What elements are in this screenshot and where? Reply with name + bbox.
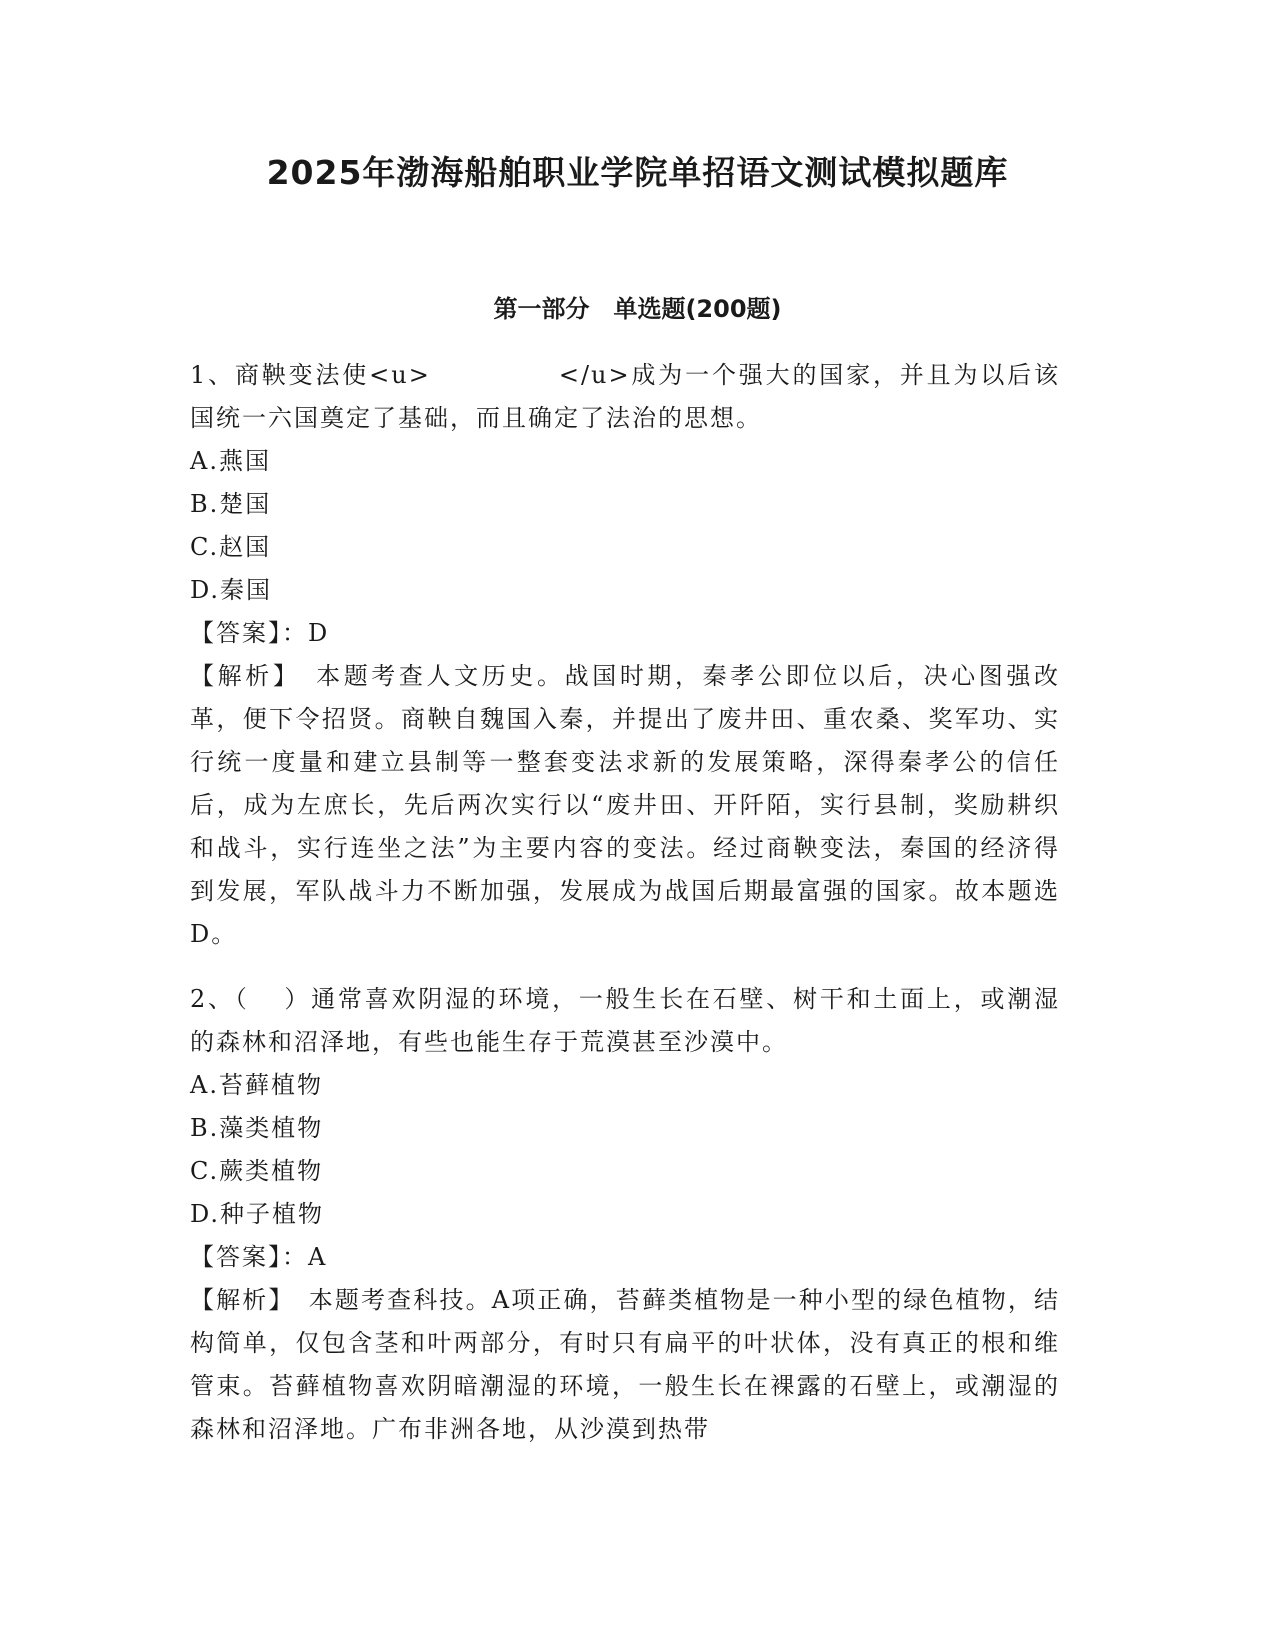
answer-label: 【答案】： (190, 1243, 308, 1271)
answer-value: D (308, 619, 330, 647)
answer-line (190, 612, 1060, 655)
question-number: 2、 (190, 985, 235, 1013)
question-number: 1、 (190, 361, 235, 389)
option-b: B.藻类植物 (190, 1114, 324, 1142)
question-stem (190, 978, 1060, 1064)
analysis-text: 本题考查人文历史。战国时期，秦孝公即位以后，决心图强改革，便下令招贤。商鞅自魏国入秦，并提出了废井田、重农桑、奖军功、实行统一度量和建立县制等一整套变法求新的发展策略，深得秦孝公的信任后，成为左庶长，先后两次实行以“废井田、开阡陌，实行县制，奖励耕织和战斗，实行连坐之法”为主要内容的变法。经过商鞅变法，秦国的经济得到发展，军队战斗力不断加强，发展成为战国后期最富强的国家。故本题选D。 (190, 662, 1061, 948)
answer-line (190, 1236, 1060, 1279)
analysis (190, 1279, 1060, 1451)
option-d: D.秦国 (190, 576, 273, 604)
question-stem (190, 354, 1060, 440)
question-stem-before: 商鞅变法使<u> (234, 361, 431, 389)
question-stem-before: （ (234, 985, 250, 1013)
question-stem-after: </u>成为一个强大的国家，并且为以后该国统一六国奠定了基础，而且确定了法治的思想。 (190, 361, 1060, 432)
question-2 (190, 978, 1060, 1451)
option-b: B.楚国 (190, 490, 272, 518)
option-c: C.蕨类植物 (190, 1157, 324, 1185)
option-c: C.赵国 (190, 533, 272, 561)
option-d: D.种子植物 (190, 1200, 325, 1228)
document-title: 2025年渤海船舶职业学院单招语文测试模拟题库 (266, 153, 1009, 192)
option-a: A.燕国 (190, 447, 271, 475)
analysis (190, 655, 1060, 956)
question-stem-after: ）通常喜欢阴湿的环境，一般生长在石壁、树干和土面上，或潮湿的森林和沼泽地，有些也能生存于荒漠甚至沙漠中。 (190, 985, 1061, 1056)
answer-label: 【答案】： (190, 619, 308, 647)
answer-value: A (308, 1243, 328, 1271)
section-title: 第一部分 单选题(200题) (493, 295, 782, 323)
option-a: A.苔藓植物 (190, 1071, 323, 1099)
question-1 (190, 354, 1060, 956)
analysis-label: 【解析】 (190, 1286, 283, 1314)
analysis-label: 【解析】 (190, 662, 289, 690)
analysis-text: 本题考查科技。A项正确，苔藓类植物是一种小型的绿色植物，结构简单，仅包含茎和叶两部分，有时只有扁平的叶状体，没有真正的根和维管束。苔藓植物喜欢阴暗潮湿的环境，一般生长在裸露的石壁上，或潮湿的森林和沼泽地。广布非洲各地，从沙漠到热带 (190, 1286, 1061, 1443)
question-list (190, 354, 1060, 1451)
